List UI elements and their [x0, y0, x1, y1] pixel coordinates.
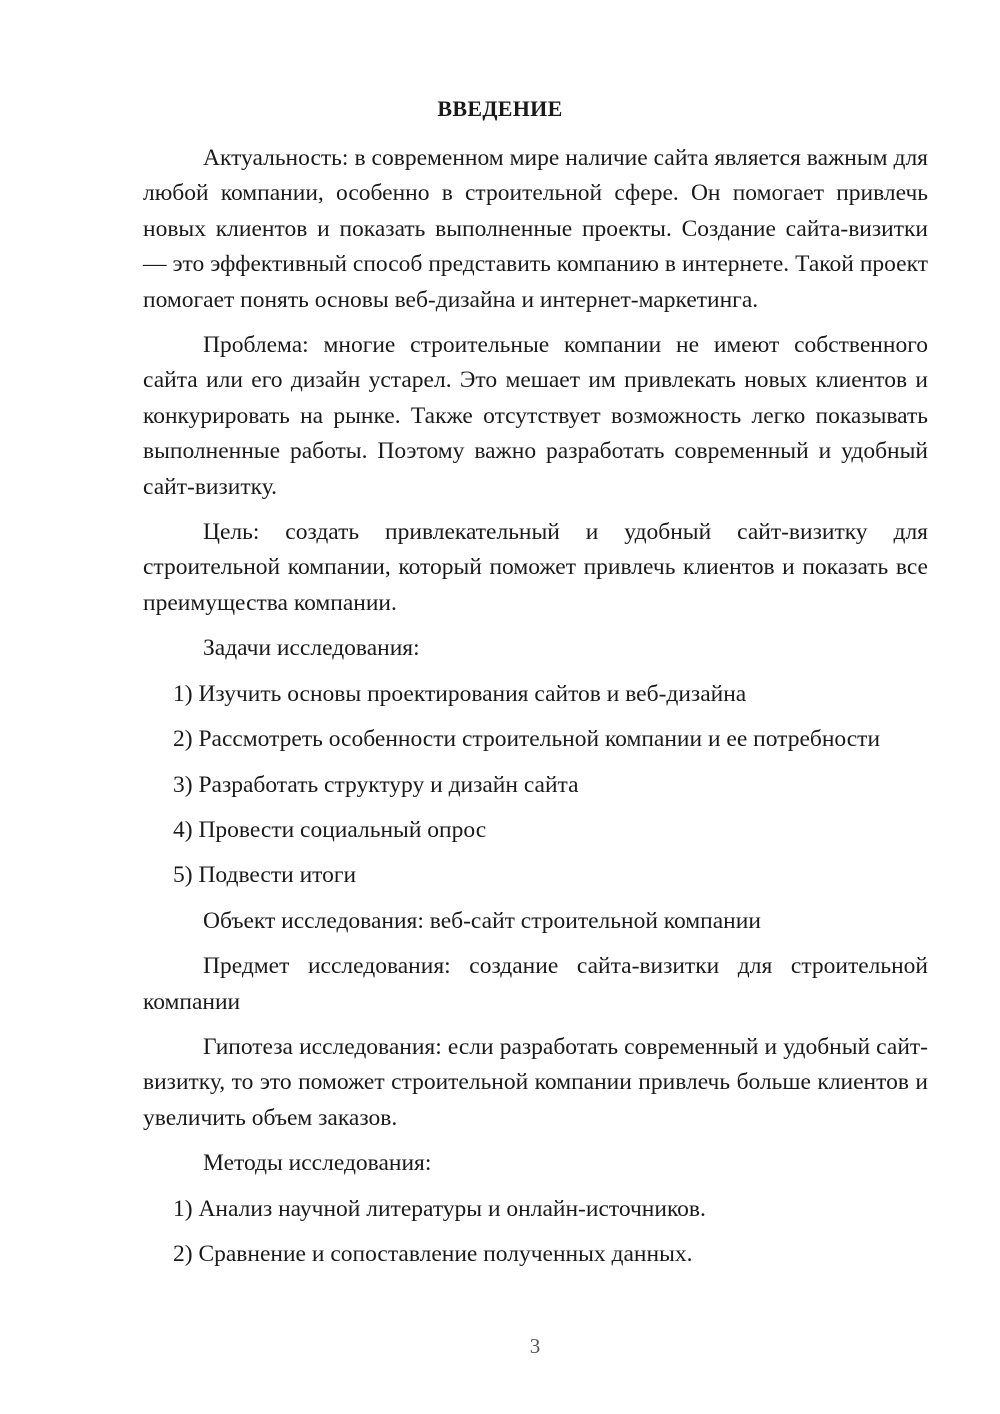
page-number: 3	[529, 1334, 541, 1358]
paragraph-goal: Цель: создать привлекательный и удобный сайт-визитку для строительной компании, который поможет привлечь клиентов и показать все преимущества компании.	[143, 519, 928, 616]
methods-list	[143, 1192, 928, 1273]
paragraph-relevance: Актуальность: в современном мире наличие сайта является важным для любой компании, особенно в строительной сфере. Он помогает привлечь новых клиентов и показать выполненные проекты. Создание сайта-визитки — это эффективный способ представить компанию в интернете. Такой проект помогает понять основы веб-дизайна и интернет-маркетинга.	[143, 145, 928, 313]
paragraph-object: Объект исследования: веб-сайт строительной компании	[203, 907, 761, 934]
list-item: 3) Разработать структуру и дизайн сайта	[173, 771, 579, 798]
list-item: 4) Провести социальный опрос	[173, 816, 487, 843]
document-body	[143, 141, 928, 1272]
list-item: 2) Рассмотреть особенности строительной компании и ее потребности	[173, 726, 881, 753]
tasks-list	[143, 677, 928, 894]
list-item: 5) Подвести итоги	[173, 862, 357, 889]
list-item: 1) Изучить основы проектирования сайтов и веб-дизайна	[173, 680, 747, 707]
paragraph-subject: Предмет исследования: создание сайта-визитки для строительной компании	[143, 953, 928, 1015]
list-item: 1) Анализ научной литературы и онлайн-источников.	[173, 1195, 706, 1222]
section-title: ВВЕДЕНИЕ	[437, 96, 563, 121]
paragraph-hypothesis: Гипотеза исследования: если разработать современный и удобный сайт-визитку, то это поможет строительной компании привлечь больше клиентов и увеличить объем заказов.	[143, 1033, 928, 1131]
paragraph-methods-heading: Методы исследования:	[203, 1150, 432, 1177]
paragraph-tasks-heading: Задачи исследования:	[203, 635, 420, 662]
list-item: 2) Сравнение и сопоставление полученных данных.	[173, 1240, 693, 1267]
paragraph-problem: Проблема: многие строительные компании не имеют собственного сайта или его дизайн устарел. Это мешает им привлекать новых клиентов и конкурировать на рынке. Также отсутствует возможность легко показывать выполненные работы. Поэтому важно разработать современный и удобный сайт-визитку.	[143, 332, 928, 500]
